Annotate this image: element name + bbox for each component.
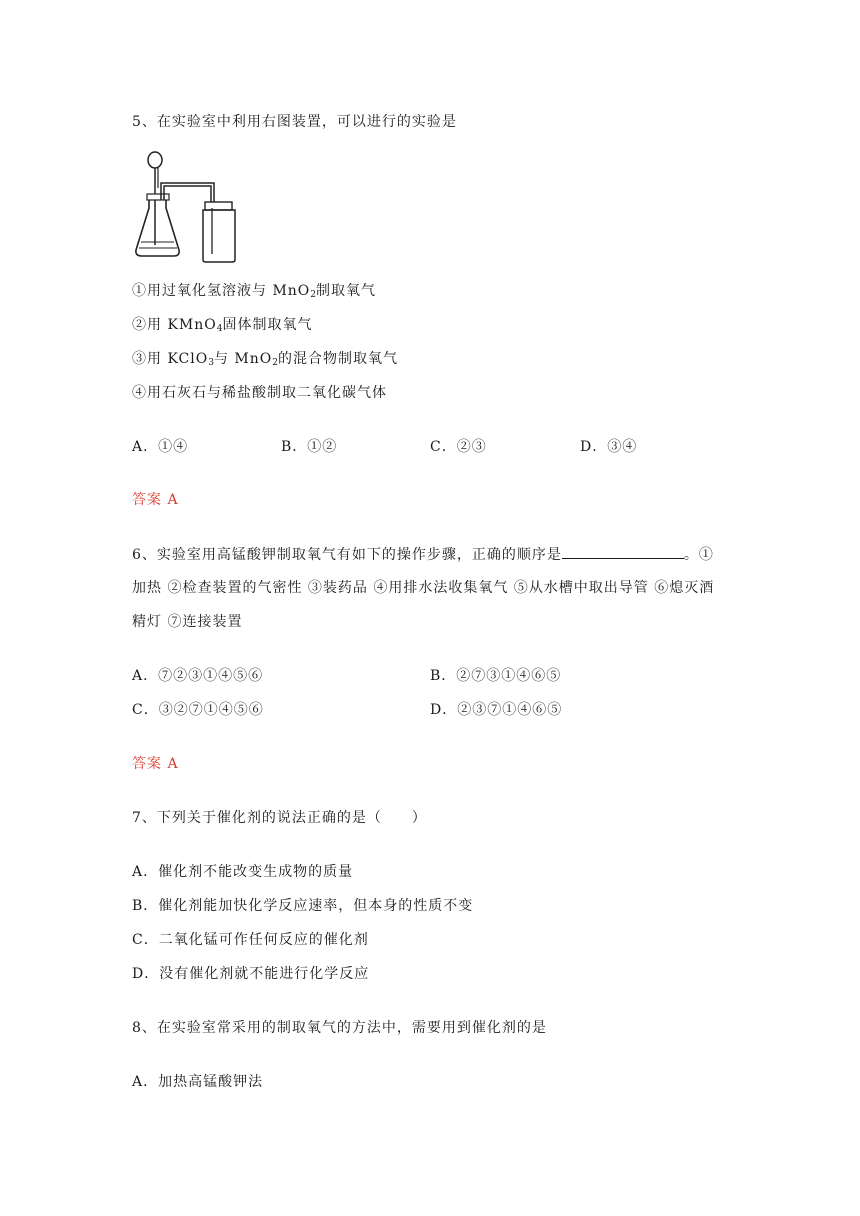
q5-option-d: D．③④	[580, 439, 638, 455]
q6-stem-line3: 精灯 ⑦连接装置	[132, 614, 243, 630]
q8-option-a: A．加热高锰酸钾法	[132, 1074, 264, 1090]
q5-option-a: A．①④	[132, 439, 189, 455]
q7-option-a: A．催化剂不能改变生成物的质量	[132, 864, 354, 880]
q6-stem-line2: 加热 ②检查装置的气密性 ③装药品 ④用排水法收集氧气 ⑤从水槽中取出导管 ⑥熄灭酒	[132, 580, 715, 596]
q8-stem: 8、在实验室常采用的制取氧气的方法中，需要用到催化剂的是	[132, 1020, 547, 1036]
q6-option-d: D．②③⑦①④⑥⑤	[430, 702, 563, 718]
q5-item-2: ②用 KMnO$_4$固体制取氧气	[132, 317, 313, 334]
q5-answer: 答案 A	[132, 492, 179, 508]
q6-stem-line1: 6、实验室用高锰酸钾制取氧气有如下的操作步骤，正确的顺序是 。①	[132, 544, 714, 565]
q5-item-3: ③用 KClO$_3$与 MnO$_2$的混合物制取氧气	[132, 351, 398, 368]
q6-option-c: C．③②⑦①④⑤⑥	[132, 702, 264, 718]
q7-option-d: D．没有催化剂就不能进行化学反应	[132, 966, 370, 982]
q6-answer: 答案 A	[132, 756, 179, 772]
q5-item-1: ①用过氧化氢溶液与 MnO$_2$制取氧气	[132, 283, 377, 300]
q6-option-b: B．②⑦③①④⑥⑤	[430, 668, 562, 684]
q5-option-b: B．①②	[281, 439, 338, 455]
q7-option-c: C．二氧化锰可作任何反应的催化剂	[132, 932, 369, 948]
q5-stem: 5、在实验室中利用右图装置，可以进行的实验是	[132, 114, 457, 130]
q7-option-b: B．催化剂能加快化学反应速率，但本身的性质不变	[132, 898, 474, 914]
apparatus-figure	[130, 150, 242, 265]
q6-option-a: A．⑦②③①④⑤⑥	[132, 668, 264, 684]
q5-option-c: C．②③	[430, 439, 487, 455]
q5-item-4: ④用石灰石与稀盐酸制取二氧化碳气体	[132, 385, 387, 401]
q7-stem: 7、下列关于催化剂的说法正确的是（ ）	[132, 810, 427, 826]
answer-blank	[562, 544, 684, 559]
